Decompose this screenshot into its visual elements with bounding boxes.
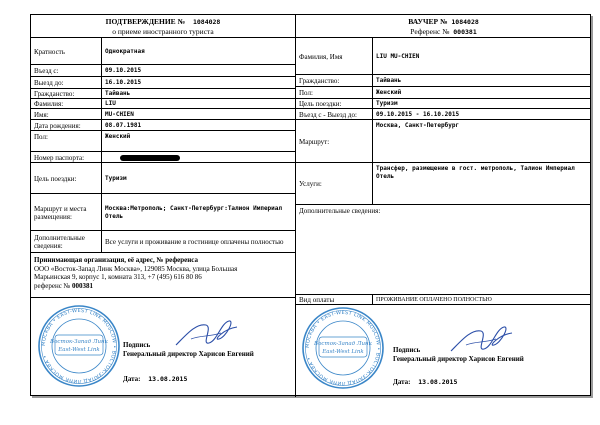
stamp-center-ru: Восток-Запад Линк <box>50 339 108 345</box>
voucher-title <box>296 17 591 37</box>
right-date-label: Дата: <box>393 378 411 386</box>
right-signature-line1: Подпись <box>393 346 421 354</box>
passport-label: Номер паспорта: <box>34 153 85 162</box>
v-sex-label: Пол: <box>299 89 313 97</box>
row-v-signature-divider <box>296 304 591 305</box>
organization-ref-label: референс № <box>34 281 71 290</box>
v-purpose-value: Туризм <box>372 99 591 109</box>
purpose-label: Цель поездки: <box>34 174 77 183</box>
document-sheet <box>30 14 591 396</box>
row-route <box>31 193 295 231</box>
organization-block <box>34 256 292 290</box>
v-services-value: Трансфер, размещение в гост. метрополь, Талион Империал Отель <box>372 163 591 205</box>
company-stamp-voucher <box>301 306 385 390</box>
page-shadow-right <box>591 16 593 396</box>
confirmation-number: 1084028 <box>192 18 221 26</box>
v-payment-label: Вид оплаты <box>299 296 335 304</box>
exit-label: Выезд до: <box>34 79 64 87</box>
organization-line2: Марьинская 9, корпус 1, комната 313, +7 (495) 616 80 86 <box>34 273 202 281</box>
right-date-value: 13.08.2015 <box>418 378 458 386</box>
voucher-number: 1084028 <box>451 18 479 26</box>
fullname-value: LIU MU-CHIEN <box>372 38 591 75</box>
route-label: Маршрут и места размещения: <box>34 204 87 221</box>
row-sex <box>31 130 295 152</box>
confirmation-subtitle: о приеме иностранного туриста <box>112 27 214 36</box>
organization-heading: Принимающая организация, её адрес, № референса <box>34 256 199 264</box>
confirmation-title-text: ПОДТВЕРЖДЕНИЕ № <box>105 17 186 26</box>
birthdate-label: Дата рождения: <box>34 121 81 130</box>
sex-value: Женский <box>101 131 295 152</box>
row-fullname <box>296 37 591 75</box>
passport-redaction <box>120 155 180 161</box>
organization-ref-value: 000381 <box>71 281 93 290</box>
row-multiplicity <box>31 37 295 65</box>
sex-label: Пол: <box>34 133 48 141</box>
v-route-value: Москва, Санкт-Петербург <box>372 120 591 163</box>
stamp-ring-text-voucher: МОСКВА • EAST-WEST LINK MOSCOW • ВОСТОК-ЗАПАД ЛИНК МОСКВА • <box>304 309 382 387</box>
row-v-services <box>296 162 591 205</box>
v-payment-value: ПРОЖИВАНИЕ ОПЛАЧЕНО ПОЛНОСТЬЮ <box>372 295 591 305</box>
name-label: Имя: <box>34 110 49 119</box>
v-dates-value: 09.10.2015 - 16.10.2015 <box>372 109 591 120</box>
left-signature-line2: Генеральный директор Харисов Евгений <box>123 350 254 358</box>
confirmation-title <box>31 17 295 36</box>
stamp-center-ru-voucher: Восток-Запад Линк <box>314 341 372 347</box>
voucher-ref-value: 000381 <box>453 28 477 36</box>
v-sex-value: Женский <box>372 87 591 99</box>
v-purpose-label: Цель поездки: <box>299 100 342 108</box>
row-v-extra <box>296 204 591 295</box>
surname-label: Фамилия: <box>34 100 64 108</box>
citizenship-value: Тайвань <box>101 89 295 99</box>
entry-value: 09.10.2015 <box>101 65 295 77</box>
extra-value: Все услуги и проживание в гостинице оплачены полностью <box>101 231 295 253</box>
v-dates-label: Въезд с - Выезд до: <box>299 110 357 119</box>
left-signature-line1: Подпись <box>123 341 151 349</box>
left-date-label: Дата: <box>123 375 141 383</box>
stamp-center-en: East-West Link <box>58 347 100 353</box>
stamp-ring-text: МОСКВА • EAST-WEST LINK MOSCOW • ВОСТОК-ЗАПАД ЛИНК МОСКВА • <box>40 307 118 385</box>
surname-value: LIU <box>101 99 295 109</box>
exit-value: 16.10.2015 <box>101 77 295 89</box>
right-signature-block <box>393 346 524 364</box>
row-extra <box>31 230 295 253</box>
right-signature-line2: Генеральный директор Харисов Евгений <box>393 355 524 363</box>
voucher-ref-label: Референс № <box>410 27 450 36</box>
v-citizenship-value: Тайвань <box>372 75 591 87</box>
multiplicity-value: Однократная <box>101 38 295 65</box>
entry-label: Въезд с: <box>34 67 59 75</box>
birthdate-value: 08.07.1981 <box>101 120 295 131</box>
right-date <box>393 378 457 386</box>
voucher-title-text: ВАУЧЕР № <box>408 17 448 26</box>
v-citizenship-label: Гражданство: <box>299 77 340 85</box>
v-extra-label: Дополнительные сведения: <box>299 207 381 215</box>
company-stamp <box>37 304 121 388</box>
name-value: MU-CHIEN <box>101 109 295 120</box>
page-shadow-bottom <box>32 396 593 398</box>
left-date <box>123 375 187 383</box>
purpose-value: Туризм <box>101 163 295 194</box>
stamp-center-en-voucher: East-West Link <box>322 349 364 355</box>
left-signature-block <box>123 341 254 359</box>
v-route-label: Маршрут: <box>299 137 330 146</box>
fullname-label: Фамилия, Имя <box>299 52 343 61</box>
route-value: Москва:Метрополь; Санкт-Петербург:Талион Империал Отель <box>101 194 295 231</box>
row-organization <box>31 252 295 298</box>
extra-label: Дополнительные сведения: <box>34 234 85 250</box>
row-v-route <box>296 119 591 163</box>
row-purpose <box>31 162 295 194</box>
v-services-label: Услуги: <box>299 180 322 188</box>
row-signature-divider <box>31 297 295 298</box>
citizenship-label: Гражданство: <box>34 90 75 98</box>
left-date-value: 13.08.2015 <box>148 375 188 383</box>
multiplicity-label: Кратность <box>34 47 65 56</box>
organization-line1: ООО «Восток-Запад Линк Москва», 129085 Москва, улица Большая <box>34 264 238 273</box>
